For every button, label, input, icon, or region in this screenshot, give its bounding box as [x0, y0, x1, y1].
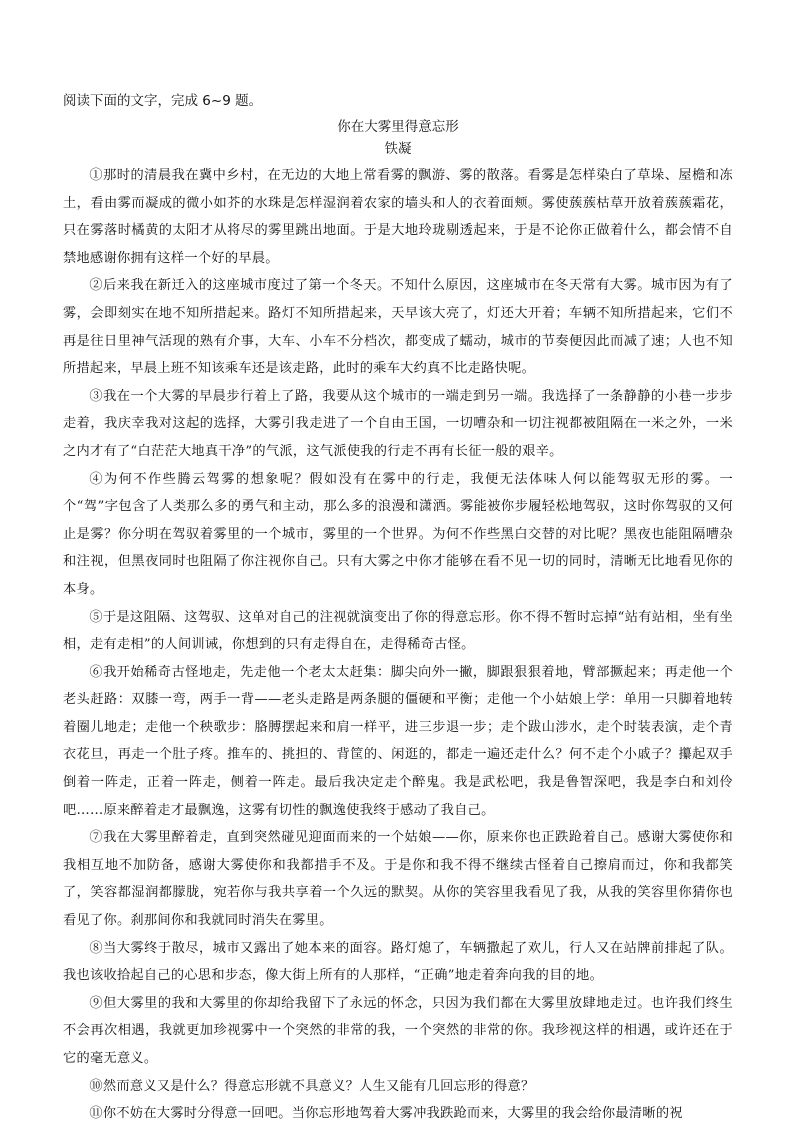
paragraph-1: ①那时的清晨我在冀中乡村，在无边的大地上常看雾的飘游、雾的散落。看雾是怎样染白了草垛、屋檐和冻土，看由雾而凝成的微小如芥的水珠是怎样湿润着农家的墙头和人的衣着面颊。雾使蔟蔟枯草开放着蔟蔟霜花，只在雾落时橘黄的太阳才从将尽的雾里跳出地面。于是大地玲珑剔透起来，于是不论你正做着什么，都会情不自禁地感谢你拥有这样一个好的早晨。 — [63, 168, 733, 266]
paragraph-6: ⑥我开始稀奇古怪地走，先走他一个老太太赶集：脚尖向外一撇，脚跟狠狠着地，臂部撅起来；再走他一个老头赶路：双膝一弯，两手一背——老头走路是两条腿的僵硬和平衡；走他一个小姑娘上学：单用一只脚着地转着圈儿地走；走他一个秧歌步：胳膊摆起来和肩一样平，进三步退一步；走个跋山涉水，走个时装表演，走个青衣花旦，再走一个肚子疼。推车的、挑担的、背筐的、闲逛的，都走一遍还走什么？何不走个小戚子？攥起双手倒着一阵走，正着一阵走，侧着一阵走。最后我决定走个醉鬼。我是武松吧，我是鲁智深吧，我是李白和刘伶吧……原来醉着走才最飘逸，这雾有切性的飘逸使我终于感动了我自己。 — [63, 664, 733, 818]
document-page — [63, 90, 733, 1128]
paragraph-11: ⑪你不妨在大雾时分得意一回吧。当你忘形地驾着大雾冲我跌跄而来，大雾里的我会给你最清晰的祝 — [89, 1106, 683, 1122]
article-title: 你在大雾里得意忘形 — [337, 119, 459, 135]
paragraph-2: ②后来我在新迁入的这座城市度过了第一个冬天。不知什么原因，这座城市在冬天常有大雾。城市因为有了雾，会即刻实在地不知所措起来。路灯不知所措起来，天早该大亮了，灯还大开着；车辆不知所措起来，它们不再是往日里神气活现的熟有介事，大车、小车不分档次，都变成了蠕动，城市的节奏便因此而减了速；人也不知所措起来，早晨上班不知该乘车还是该走路，此时的乘车大约真不比走路快呢。 — [63, 278, 733, 377]
paragraph-8: ⑧当大雾终于散尽，城市又露出了她本来的面容。路灯熄了，车辆撒起了欢儿，行人又在站牌前排起了队。我也该收拾起自己的心思和步态，像大街上所有的人那样，“正确”地走着奔向我的目的地。 — [63, 940, 733, 984]
paragraph-9: ⑨但大雾里的我和大雾里的你却给我留下了永远的怀念，只因为我们都在大雾里放肆地走过。也许我们终生不会再次相遇，我就更加珍视雾中一个突然的非常的我，一个突然的非常的你。我珍视这样的相遇，或许还在于它的毫无意义。 — [63, 995, 733, 1066]
paragraph-10: ⑩然而意义又是什么？得意忘形就不具意义？人生又能有几回忘形的得意？ — [89, 1078, 535, 1094]
article-author: 铁凝 — [384, 141, 412, 157]
reading-instruction: 阅读下面的文字，完成 6~9 题。 — [63, 93, 263, 109]
paragraph-7: ⑦我在大雾里醉着走，直到突然碰见迎面而来的一个姑娘——你，原来你也正跌跄着自己。感谢大雾使你和我相互地不加防备，感谢大雾使你和我都措手不及。于是你和我不得不继续古怪着自己擦肩而过，你和我都笑了，笑容都湿润都朦胧，宛若你与我共享着一个久远的默契。从你的笑容里我看见了我，从我的笑容里你猜你也看见了你。刹那间你和我就同时消失在雾里。 — [63, 830, 733, 929]
paragraph-5: ⑤于是这阻隔、这驾驭、这单对自己的注视就演变出了你的得意忘形。你不得不暂时忘掉“站有站相，坐有坐相，走有走相”的人间训诫，你想到的只有走得自在，走得稀奇古怪。 — [63, 609, 733, 653]
paragraph-4: ④为何不作些腾云驾雾的想象呢？假如没有在雾中的行走，我便无法体味人何以能驾驭无形的雾。一个“驾”字包含了人类那么多的勇气和主动，那么多的浪漫和潇洒。雾能被你步履轻松地驾驭，这时你驾驭的又何止是雾？你分明在驾驭着雾里的一个城市，雾里的一个世界。为何不作些黑白交替的对比呢？黑夜也能阻隔嘈杂和注视，但黑夜同时也阻隔了你注视你自己。只有大雾之中你才能够在看不见一切的同时，清晰无比地看见你的本身。 — [63, 471, 733, 597]
paragraph-3: ③我在一个大雾的早晨步行着上了路，我要从这个城市的一端走到另一端。我选择了一条静静的小巷一步步走着，我庆幸我对这起的选择，大雾引我走进了一个自由王国，一切嘈杂和一切注视都被阻隔在一米之外，一米之内才有了“白茫茫大地真干净”的气派，这气派使我的行走不再有长征一般的艰辛。 — [63, 388, 733, 459]
